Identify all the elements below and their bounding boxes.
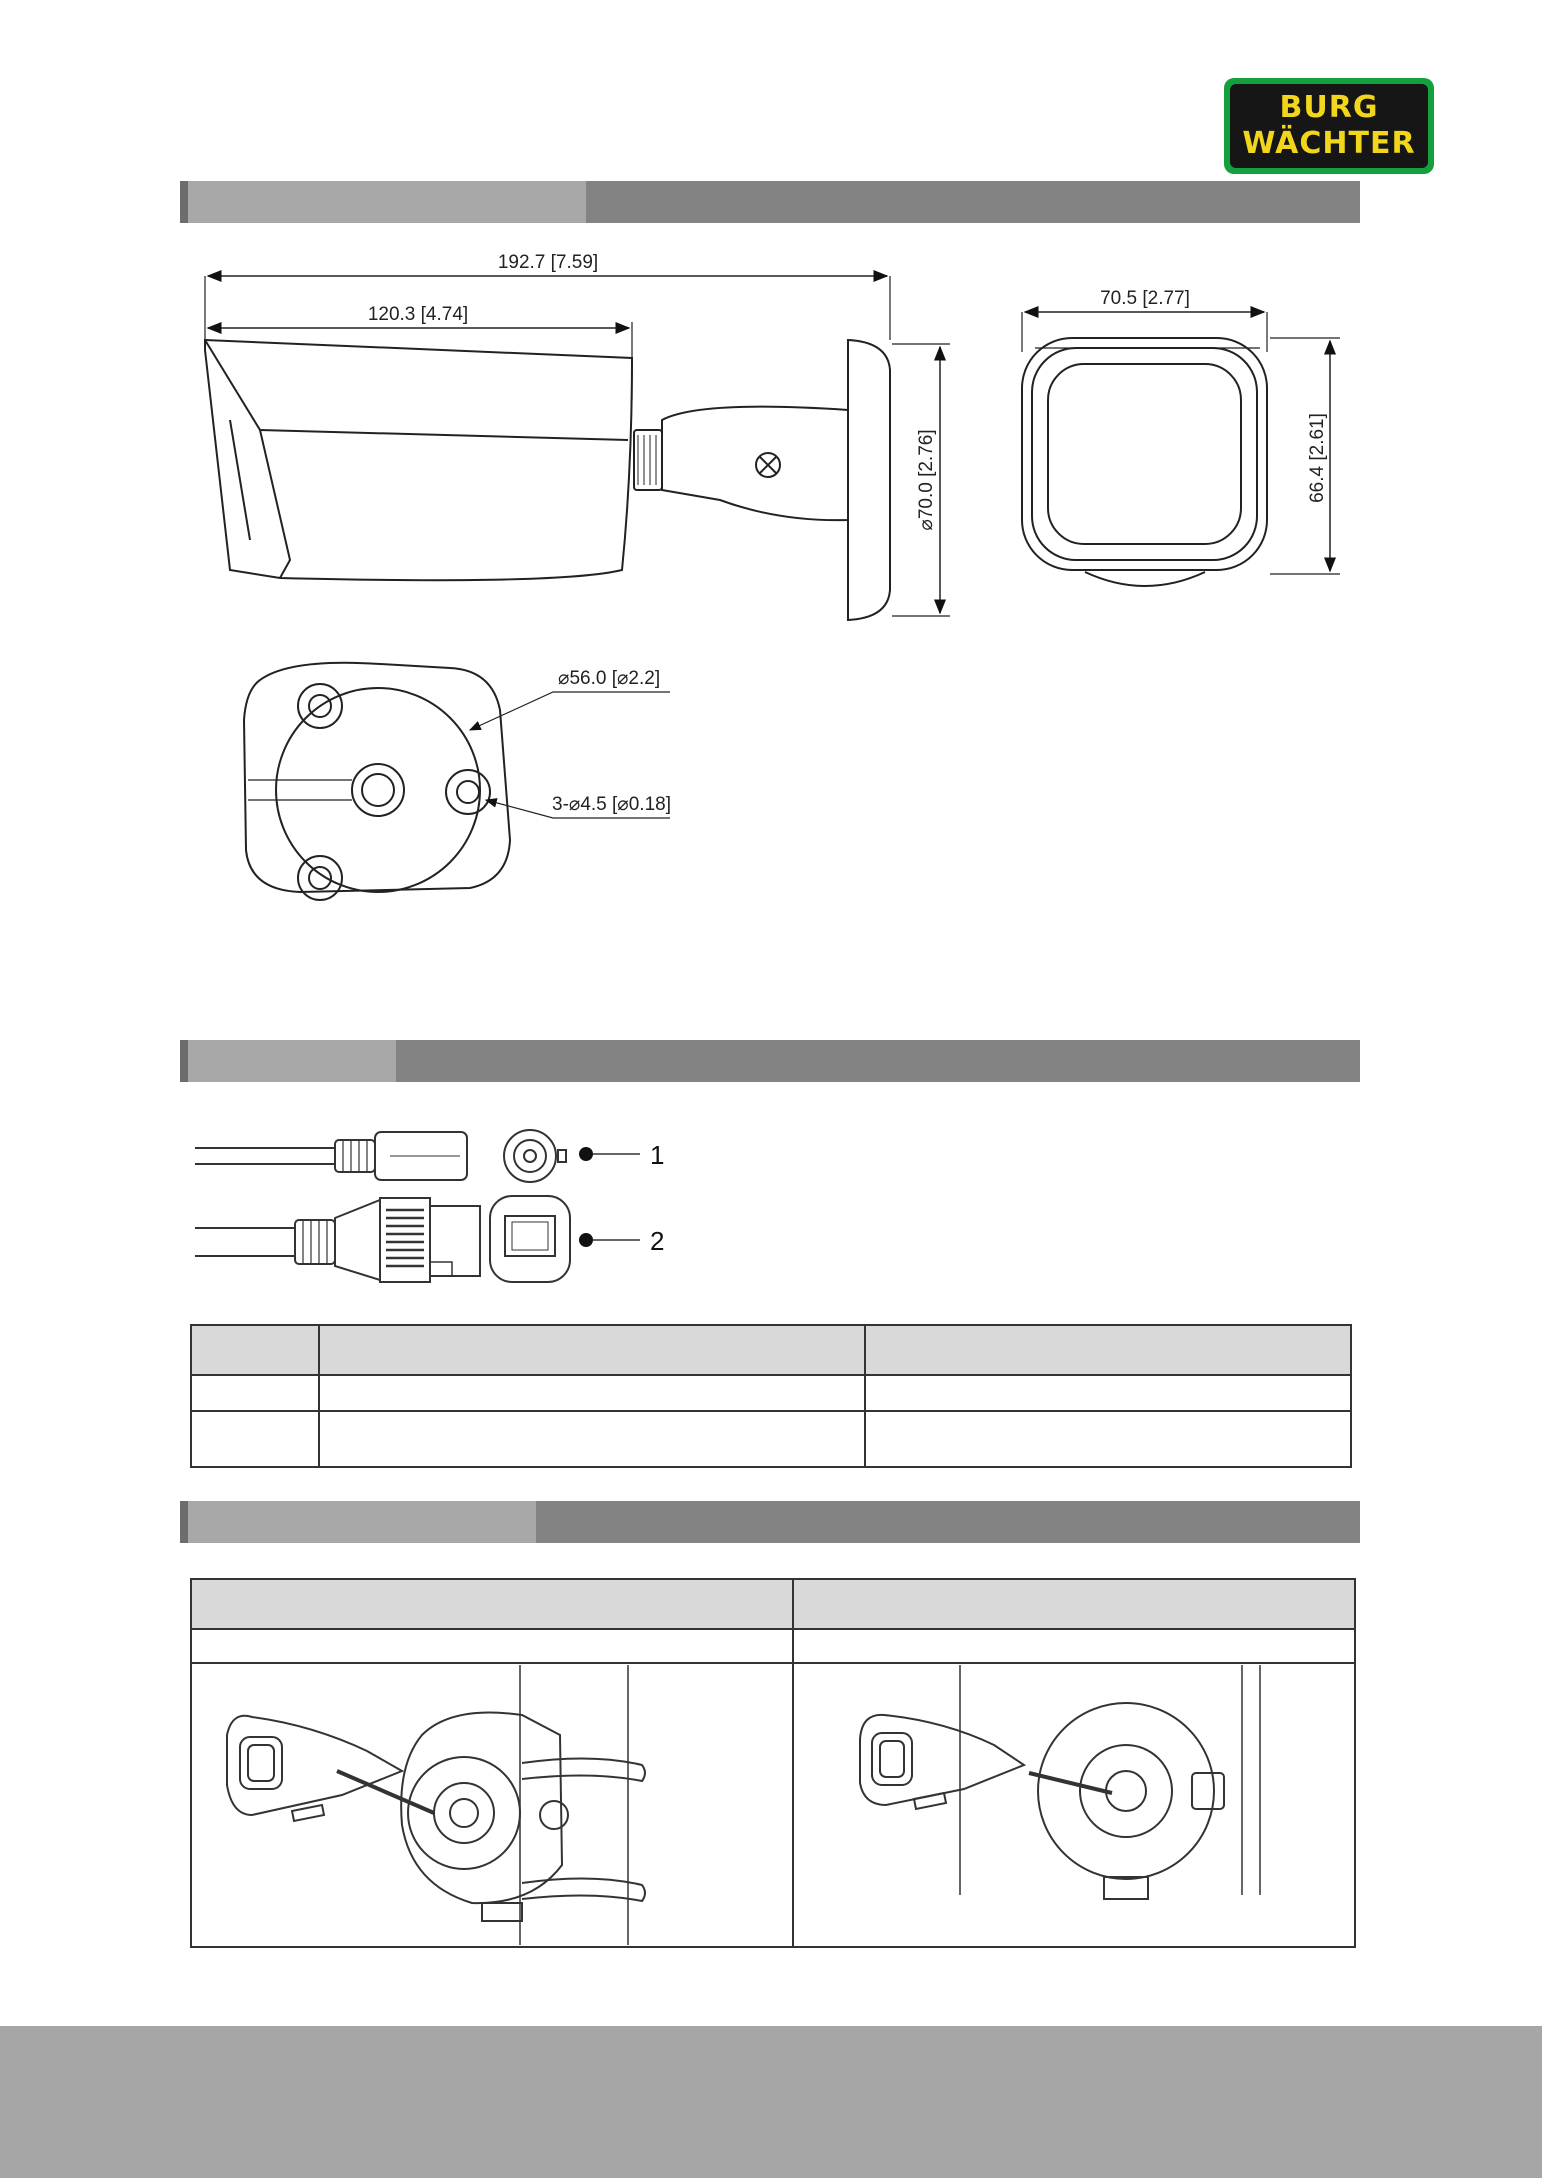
connector-label-2: 2 [650,1226,665,1256]
pole-mount-cell [191,1663,793,1947]
mount-holes-label: 3-⌀4.5 [⌀0.18] [552,794,672,815]
connector-table [190,1324,1352,1468]
table-cell [865,1411,1351,1467]
mounting-table [190,1578,1356,1948]
connector-label-1: 1 [650,1140,665,1170]
burg-waechter-logo [1224,78,1434,174]
table-cell [319,1411,865,1467]
front-width-label: 70.5 [2.77] [1100,288,1190,309]
header-cell [319,1325,865,1375]
section-bar-edge [180,1501,188,1543]
wall-mount-cell [793,1663,1355,1947]
logo-line-2: WÄCHTER [1242,126,1416,161]
table-cell [793,1629,1355,1663]
header-cell [191,1579,793,1629]
logo-plate [1230,84,1428,168]
table-row [191,1629,1355,1663]
table-row [191,1375,1351,1411]
section-bar-title-area [180,181,586,223]
table-cell [191,1375,319,1411]
connector-table-header-row [191,1325,1351,1375]
table-row [191,1411,1351,1467]
header-cell [793,1579,1355,1629]
table-cell [191,1629,793,1663]
section-bar-dimensions [180,181,1360,223]
page-footer-band [0,2026,1542,2178]
table-row [191,1663,1355,1947]
section-bar-mounting [180,1501,1360,1543]
mounting-table-header-row [191,1579,1355,1629]
cable-connectors-drawing [190,1110,710,1300]
section-bar-edge [180,1040,188,1082]
section-bar-edge [180,181,188,223]
base-diameter-label: ⌀70.0 [2.76] [916,429,937,531]
overall-length-label: 192.7 [7.59] [497,252,599,273]
header-cell [191,1325,319,1375]
base-circle-label: ⌀56.0 [⌀2.2] [558,668,661,689]
body-length-label: 120.3 [4.74] [367,304,469,325]
section-bar-title-area [180,1501,536,1543]
table-cell [865,1375,1351,1411]
section-bar-connectors [180,1040,1360,1082]
header-cell [865,1325,1351,1375]
logo-line-1: BURG [1279,90,1379,125]
pole-mount-illustration [192,1665,792,1945]
table-cell [191,1411,319,1467]
wall-mount-illustration [794,1665,1354,1945]
table-cell [319,1375,865,1411]
section-bar-title-area [180,1040,396,1082]
front-height-label: 66.4 [2.61] [1307,413,1328,503]
camera-dimension-drawing [180,240,1380,960]
